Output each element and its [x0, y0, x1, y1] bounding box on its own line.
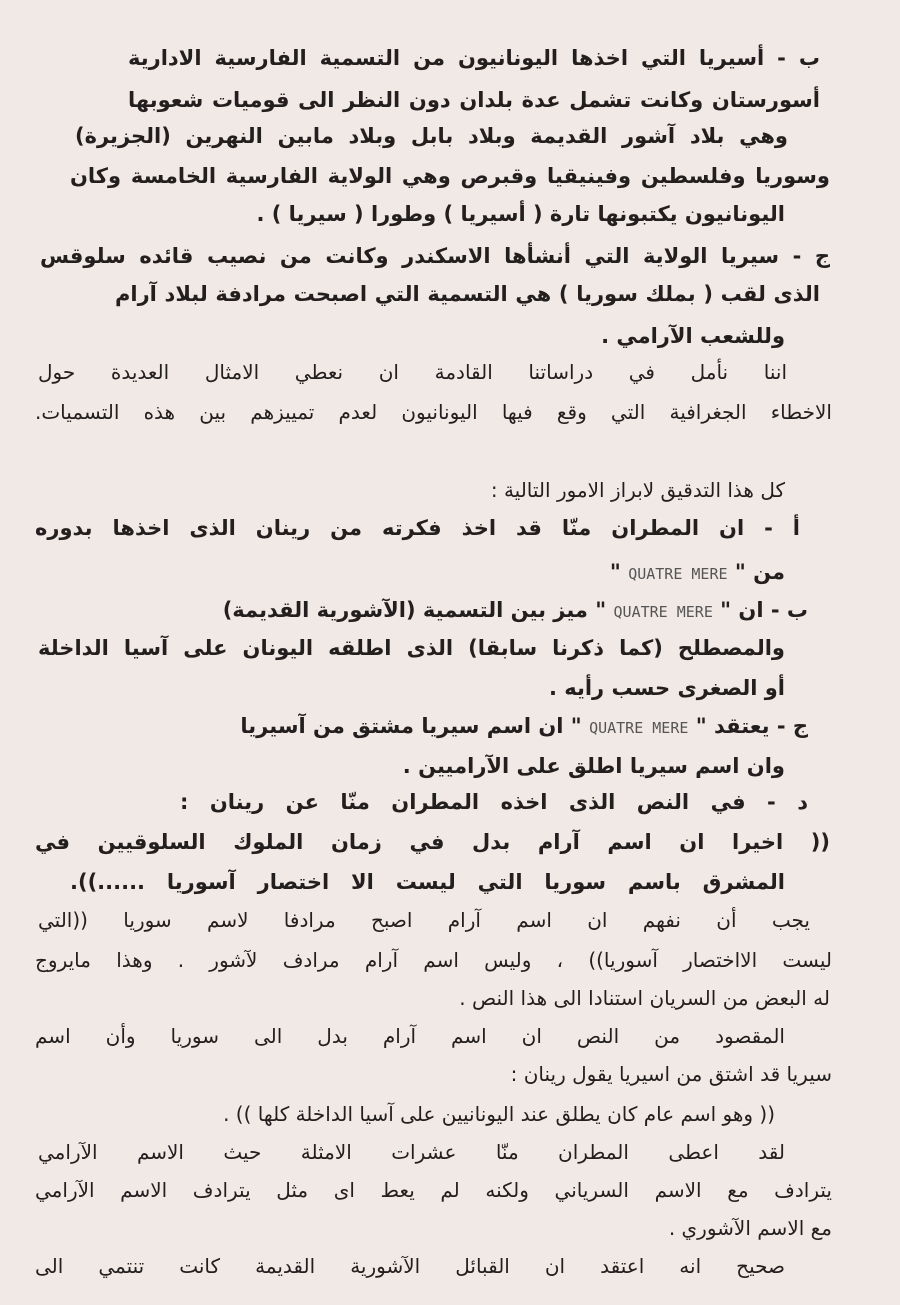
text-line-17-after: " ان اسم سيريا مشتق من آسيريا: [240, 714, 582, 738]
text-line-7: الذى لقب ( بملك سوريا ) هي التسمية التي اصبحت مرادفة لبلاد آرام: [115, 282, 820, 306]
text-line-17-ar: ج - يعتقد ": [695, 714, 808, 738]
text-line-9: اننا نأمل في دراساتنا القادمة ان نعطي الامثال العديدة حول: [38, 360, 787, 384]
text-line-5: اليونانيون يكتبونها تارة ( أسيريا ) وطورا ( سيريا ) .: [256, 202, 785, 226]
text-line-13-ar: من ": [734, 560, 785, 584]
text-line-12: أ - ان المطران منّا قد اخذ فكرته من رينان الذى اخذها بدوره: [35, 516, 800, 540]
text-line-11: كل هذا التدقيق لابراز الامور التالية :: [490, 478, 785, 502]
text-line-10: الاخطاء الجغرافية التي وقع فيها اليونانيون لعدم تمييزهم بين هذه التسميات.: [35, 400, 832, 424]
text-line-6: ج - سيريا الولاية التي أنشأها الاسكندر وكانت من نصيب قائده سلوقس: [40, 244, 830, 268]
text-line-17-latin: QUATRE MERE: [589, 719, 689, 737]
text-line-25: المقصود من النص ان اسم آرام بدل الى سوريا وأن اسم: [35, 1024, 785, 1048]
text-line-21: المشرق باسم سوريا التي ليست الا اختصار آسوريا ......)).: [70, 870, 785, 894]
text-line-14: [223, 596, 808, 626]
text-line-13: [610, 558, 785, 588]
text-line-14-latin: QUATRE MERE: [613, 603, 713, 621]
text-line-28: لقد اعطى المطران منّا عشرات الامثلة حيث الاسم الآرامي: [38, 1140, 785, 1164]
text-line-13-after: ": [609, 560, 621, 584]
text-line-18: وان اسم سيريا اطلق على الآراميين .: [402, 754, 785, 778]
text-line-26: سيريا قد اشتق من اسيريا يقول رينان :: [510, 1062, 832, 1086]
text-line-15: والمصطلح (كما ذكرنا سابقا) الذى اطلقه اليونان على آسيا الداخلة: [38, 636, 785, 660]
text-line-8: وللشعب الآرامي .: [601, 324, 785, 348]
text-line-23: ليست الااختصار آسوريا)) ، وليس اسم آرام مرادف لآشور . وهذا مايروج: [35, 948, 832, 972]
text-line-1: ب - أسيريا التي اخذها اليونانيون من التسمية الفارسية الادارية: [128, 46, 820, 70]
text-line-27: (( وهو اسم عام كان يطلق عند اليونانيين على آسيا الداخلة كلها )) .: [223, 1102, 775, 1126]
text-line-14-after: " ميز بين التسمية (الآشورية القديمة): [222, 598, 607, 622]
text-line-13-latin: QUATRE MERE: [628, 565, 728, 583]
text-line-30: مع الاسم الآشوري .: [668, 1216, 832, 1240]
text-line-4: وسوريا وفلسطين وفينيقيا وقبرص وهي الولاية الفارسية الخامسة وكان: [70, 164, 830, 188]
text-line-19: د - في النص الذى اخذه المطران منّا عن رينان :: [180, 790, 808, 814]
text-line-31: صحيح انه اعتقد ان القبائل الآشورية القديمة كانت تنتمي الى: [35, 1254, 785, 1278]
text-line-29: يترادف مع الاسم السرياني ولكنه لم يعط اى مثل يترادف الاسم الآرامي: [35, 1178, 832, 1202]
text-line-3: وهي بلاد آشور القديمة وبلاد بابل وبلاد مابين النهرين (الجزيرة): [75, 124, 788, 148]
text-line-2: أسورستان وكانت تشمل عدة بلدان دون النظر الى قوميات شعوبها: [128, 88, 820, 112]
text-line-17: [240, 712, 808, 742]
text-line-14-ar: ب - ان ": [720, 598, 808, 622]
text-line-16: أو الصغرى حسب رأيه .: [548, 676, 785, 700]
text-line-24: له البعض من السريان استنادا الى هذا النص .: [459, 986, 830, 1010]
text-line-22: يجب أن نفهم ان اسم آرام اصبح مرادفا لاسم سوريا ((التي: [38, 908, 810, 932]
text-line-20: (( اخيرا ان اسم آرام بدل في زمان الملوك السلوقيين في: [35, 830, 830, 854]
